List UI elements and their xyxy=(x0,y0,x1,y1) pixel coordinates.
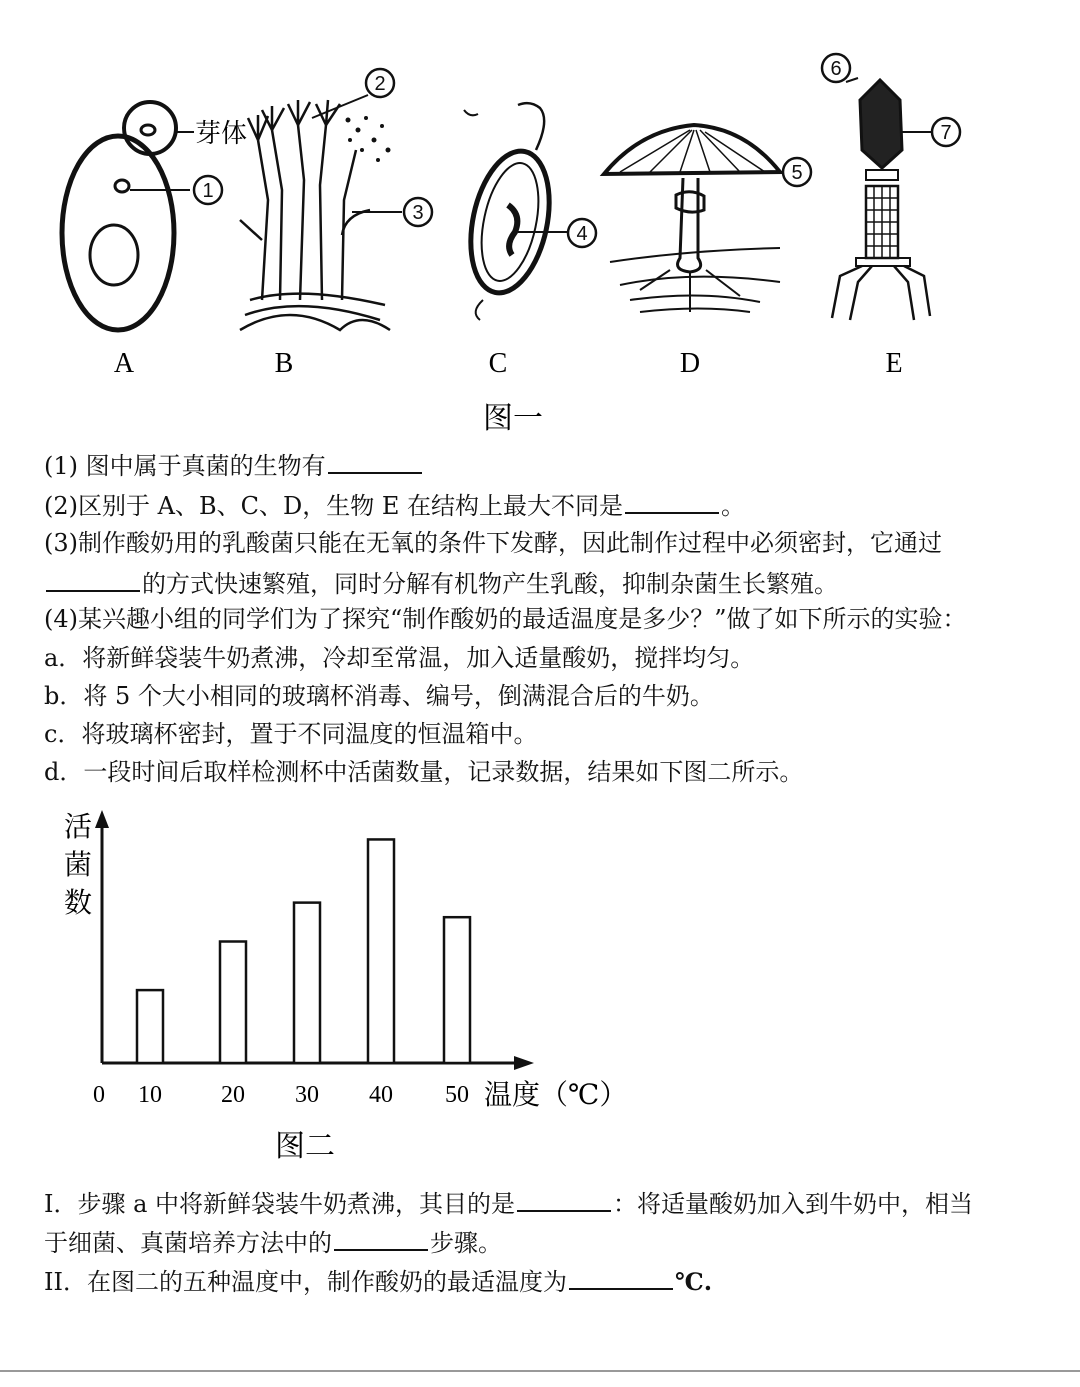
figure-1 xyxy=(0,0,1080,440)
question-1-text: (1) 图中属于真菌的生物有 xyxy=(44,452,326,480)
y-axis-label-char: 菌 xyxy=(64,848,93,881)
y-axis-label-char: 活 xyxy=(64,810,93,843)
figure-1-caption: 图一 xyxy=(483,401,543,436)
x-tick-20: 20 xyxy=(221,1082,245,1108)
x-tick-10: 10 xyxy=(138,1082,162,1108)
bar-50 xyxy=(444,917,470,1063)
yeast-icon xyxy=(62,102,194,330)
question-i-line-2 xyxy=(44,1225,502,1258)
origin-label: 0 xyxy=(93,1082,105,1108)
page-bottom-rule xyxy=(0,1370,1080,1372)
question-i-line-2a: 于细菌、真菌培养方法中的 xyxy=(44,1229,332,1257)
step-a: a．将新鲜袋装牛奶煮沸，冷却至常温，加入适量酸奶，搅拌均匀。 xyxy=(44,644,755,672)
question-3-line-2-text: 的方式快速繁殖，同时分解有机物产生乳酸，抑制杂菌生长繁殖。 xyxy=(142,570,838,598)
question-2 xyxy=(44,488,745,521)
question-4-intro: (4)某兴趣小组的同学们为了探究“制作酸奶的最适温度是多少？”做了如下所示的实验： xyxy=(44,605,967,633)
question-i-part-1: I．步骤 a 中将新鲜袋装牛奶煮沸，其目的是 xyxy=(44,1190,516,1218)
organism-label-e: E xyxy=(885,348,903,379)
step-b: b．将 5 个大小相同的玻璃杯消毒、编号，倒满混合后的牛奶。 xyxy=(44,682,714,710)
x-axis-arrow xyxy=(514,1056,534,1070)
question-ii xyxy=(44,1264,712,1297)
answer-blank[interactable] xyxy=(46,566,140,592)
figure-2-chart xyxy=(0,800,1080,1180)
organism-label-b: B xyxy=(274,348,294,379)
question-2-end: 。 xyxy=(720,492,745,520)
bar-20 xyxy=(220,942,246,1064)
bacteriophage-icon xyxy=(832,78,934,320)
x-tick-50: 50 xyxy=(445,1082,469,1108)
organism-label-d: D xyxy=(679,348,701,379)
step-d: d．一段时间后取样检测杯中活菌数量，记录数据，结果如下图二所示。 xyxy=(44,758,804,786)
question-3-line-2 xyxy=(44,566,838,599)
x-tick-40: 40 xyxy=(369,1082,393,1108)
marker-4: 4 xyxy=(576,223,588,245)
marker-1: 1 xyxy=(202,180,214,202)
question-i-line-2b: 步骤。 xyxy=(430,1229,502,1257)
question-2-text: (2)区别于 A、B、C、D，生物 E 在结构上最大不同是 xyxy=(44,492,623,520)
question-ii-unit: ℃. xyxy=(674,1267,713,1296)
answer-blank[interactable] xyxy=(569,1264,673,1290)
mushroom-icon xyxy=(604,125,784,312)
marker-6: 6 xyxy=(830,58,842,80)
penicillium-icon xyxy=(240,95,402,330)
marker-2: 2 xyxy=(374,73,386,95)
organism-label-a: A xyxy=(113,348,135,379)
answer-blank[interactable] xyxy=(328,448,422,474)
y-axis-label-char: 数 xyxy=(64,886,93,919)
question-3-line-1: (3)制作酸奶用的乳酸菌只能在无氧的条件下发酵，因此制作过程中必须密封，它通过 xyxy=(44,529,942,557)
answer-blank[interactable] xyxy=(625,488,719,514)
x-tick-30: 30 xyxy=(295,1082,319,1108)
marker-7: 7 xyxy=(940,122,952,144)
marker-3: 3 xyxy=(412,202,424,224)
question-ii-text: II．在图二的五种温度中，制作酸奶的最适温度为 xyxy=(44,1268,567,1296)
question-1 xyxy=(44,448,424,481)
bar-40 xyxy=(368,839,394,1063)
x-axis-label: 温度（℃） xyxy=(484,1078,628,1111)
bar-10 xyxy=(137,990,163,1063)
marker-5: 5 xyxy=(791,162,803,184)
question-i-line-1 xyxy=(44,1186,973,1219)
bar-30 xyxy=(294,903,320,1063)
bud-label: 芽体 xyxy=(195,119,248,149)
bacterium-icon xyxy=(459,103,568,320)
answer-blank[interactable] xyxy=(334,1225,428,1251)
figure-2-caption: 图二 xyxy=(275,1129,335,1164)
step-c: c．将玻璃杯密封，置于不同温度的恒温箱中。 xyxy=(44,720,538,748)
organism-label-c: C xyxy=(488,348,508,379)
y-axis-arrow xyxy=(95,810,109,828)
answer-blank[interactable] xyxy=(517,1186,611,1212)
question-i-part-2: ：将适量酸奶加入到牛奶中，相当 xyxy=(613,1190,974,1218)
